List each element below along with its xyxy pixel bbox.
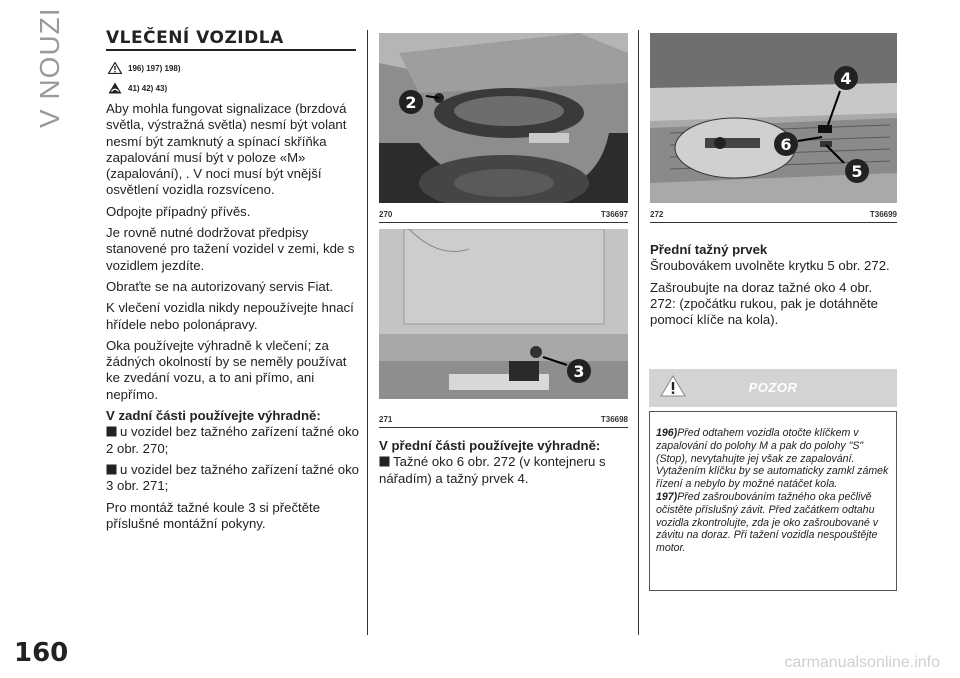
- column-3-text: [650, 242, 895, 333]
- paragraph: Aby mohla fungovat signalizace (brzdová světla, výstražná světla) nesmí být volant nesmí být zamknutý a spínací skříňka zapalování musí být v poloze «M» (zapalování), . V noci musí být vnější osvětlení vozidla rozsvíceno.: [106, 101, 347, 198]
- bullet-item: Tažné oko 6 obr. 272 (v kontejneru s nářadím) a tažný prvek 4.: [379, 454, 606, 486]
- warning-reference: 196) 197) 198): [108, 62, 180, 74]
- figure-271-photo: [379, 229, 628, 399]
- figure-270-caption: 270 T36697: [379, 210, 628, 219]
- paragraph: Pro montáž tažné koule 3 si přečtěte příslušné montážní pokyny.: [106, 499, 321, 531]
- figure-272-photo: [650, 33, 897, 203]
- title-underline: [106, 49, 356, 51]
- caption-rule: [379, 427, 628, 428]
- column-1-text: [106, 101, 364, 537]
- warning-title: POZOR: [748, 380, 798, 395]
- paragraph: Odpojte případný přívěs.: [106, 203, 251, 219]
- figure-272-caption: 272 T36699: [650, 210, 897, 219]
- bullet-box-icon: [379, 456, 390, 467]
- rear-underbody-illustration: [379, 33, 628, 203]
- paragraph: K vlečení vozidla nikdy nepoužívejte hnací hřídele nebo polonápravy.: [106, 300, 354, 332]
- column-divider: [638, 30, 639, 635]
- callout-3: 3: [573, 362, 585, 381]
- bullet-box-icon: [106, 464, 117, 475]
- caption-rule: [379, 222, 628, 223]
- paragraph: Obraťte se na autorizovaný servis Fiat.: [106, 278, 334, 294]
- figure-270-photo: [379, 33, 628, 203]
- paragraph: Oka používejte výhradně k vlečení; za žádných okolností by se neměly používat ke zvedání vozu, a to ani přímo, ani nepřímo.: [106, 337, 347, 402]
- side-tab-label: V NOUZI: [34, 7, 65, 128]
- page-title: VLEČENÍ VOZIDLA: [106, 28, 284, 48]
- bullet-item: u vozidel bez tažného zařízení tažné oko 2 obr. 270;: [106, 424, 359, 456]
- callout-2: 2: [405, 93, 417, 112]
- caption-rule: [650, 222, 897, 223]
- callout-6: 6: [780, 135, 792, 154]
- column-divider: [367, 30, 368, 635]
- subheading: V zadní části používejte výhradně:: [106, 408, 321, 424]
- subheading: V přední části používejte výhradně:: [379, 438, 601, 453]
- caution-triangle-icon: [108, 82, 122, 94]
- callout-4: 4: [840, 69, 852, 88]
- rear-bumper-illustration: [379, 229, 628, 399]
- section-side-tab: [30, 7, 70, 130]
- bullet-item: u vozidel bez tažného zařízení tažné oko 3 obr. 271;: [106, 461, 359, 494]
- warning-reference: 41) 42) 43): [108, 82, 167, 94]
- callout-5: 5: [851, 162, 863, 181]
- watermark: carmanualsonline.info: [784, 654, 940, 671]
- warning-triangle-icon: [108, 62, 122, 74]
- front-bumper-illustration: [650, 33, 897, 203]
- column-2-text: [379, 438, 634, 492]
- paragraph: Šroubovákem uvolněte krytku 5 obr. 272.: [650, 258, 890, 274]
- subheading: Přední tažný prvek: [650, 242, 768, 257]
- paragraph: Zašroubujte na doraz tažné oko 4 obr. 272: (zpočátku rukou, pak je dotáhněte pomocí klíče na kola).: [650, 279, 879, 328]
- figure-271-caption: 271 T36698: [379, 415, 628, 424]
- paragraph: Je rovně nutné dodržovat předpisy stanovené pro tažení vozidel v zemi, kde s vozidlem jezdíte.: [106, 225, 355, 273]
- bullet-box-icon: [106, 426, 117, 437]
- warning-text: 196)Před odtahem vozidla otočte klíčkem v zapalování do polohy M a pak do polohy "S" (Stop), nevytahujte jej však ze zapalování. Vytažením klíčku by se automaticky zamkl zámek řízení a nebylo by možné natáčet kola. 197)Před zašroubováním tažného oka pečlivě očistěte příslušný závit. Před začátkem odtahu vozidla zkontrolujte, zda je oko zašroubované v závitu na doraz. Při tažení vozidla nespouštějte motor.: [656, 427, 889, 555]
- page-number: 160: [14, 638, 69, 668]
